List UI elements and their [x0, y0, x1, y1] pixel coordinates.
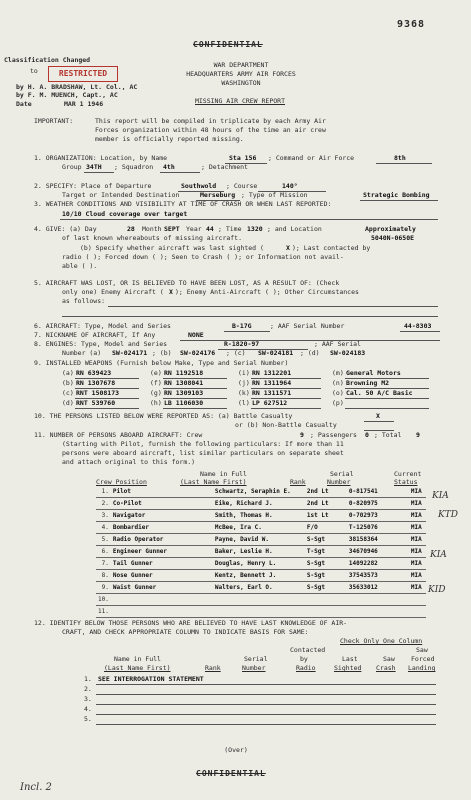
crew-serial: 0-820975 [347, 498, 409, 510]
crew-status: MIA [409, 534, 426, 546]
item-4-location-label: ; and Location [267, 225, 322, 233]
important-text-3: member is officially reported missing. [95, 135, 244, 143]
item-3-weather: 10/10 Cloud coverage over target [62, 210, 188, 218]
crew-rank [305, 594, 347, 606]
item-12-radio: Radio [296, 664, 316, 672]
crew-row-number: 4. [96, 522, 111, 534]
crew-header-status: Status [394, 478, 418, 486]
crew-status: MIA [409, 486, 426, 498]
crew-position: Navigator [111, 510, 213, 522]
crew-row [96, 582, 426, 594]
weapon-serial: RNT 539760 [76, 399, 116, 407]
item-11-d: (Starting with Pilot, furnish the following particulars: If more than 11 [62, 440, 344, 448]
item-12-b: CRAFT, AND CHECK APPROPRIATE COLUMN TO INDICATE BASIS FOR SAME: [62, 628, 309, 636]
item-12-label: 12. IDENTIFY BELOW THOSE PERSONS WHO ARE BELIEVED TO HAVE LAST KNOWLEDGE OF AIR- [34, 619, 348, 627]
item-1-detachment-label: ; Detachment [201, 163, 248, 171]
item-8-engine-d: SW-024183 [330, 349, 366, 357]
item-8-engine-c: SW-024181 [258, 349, 294, 357]
item-12-row-5-num: 5. [84, 715, 92, 723]
item-12-check-only: Check Only One Column [340, 637, 423, 645]
item-12-by: by [300, 655, 308, 663]
crew-row [96, 546, 426, 558]
item-7-label: 7. NICKNAME OF AIRCRAFT, If Any [34, 331, 156, 339]
crew-serial: 34670946 [347, 546, 409, 558]
crew-name: McBee, Ira C. [213, 522, 305, 534]
item-3-label: 3. WEATHER CONDITIONS AND VISIBILITY AT TIME OF CRASH OR WHEN LAST REPORTED: [34, 200, 332, 208]
item-12-forced: Forced [411, 655, 435, 663]
crew-name: Walters, Earl O. [213, 582, 305, 594]
crew-header-last-first: (Last Name First) [180, 478, 247, 486]
weapon-slot-label: (h) [150, 399, 162, 407]
crew-name: Smith, Thomas H. [213, 510, 305, 522]
crew-row-number: 1. [96, 486, 111, 498]
item-11-total: 9 [416, 431, 420, 439]
item-10-battle-mark: X [376, 412, 380, 420]
crew-status [409, 594, 426, 606]
weapon-slot-label: (n) [332, 379, 344, 387]
item-1-command: 8th [394, 154, 406, 162]
crew-rank: 2nd Lt [305, 486, 347, 498]
item-6-serial: 44-8303 [404, 322, 432, 330]
restricted-stamp: RESTRICTED [48, 66, 118, 82]
item-4-day: 28 [127, 225, 135, 233]
crew-row [96, 570, 426, 582]
crew-position: Bombardier [111, 522, 213, 534]
item-12-saw-2: Saw [416, 646, 428, 654]
item-2-departure: Southwold [181, 182, 217, 190]
crew-header-number: Number [327, 478, 351, 486]
item-12-landing: Landing [408, 664, 436, 672]
important-label: IMPORTANT: [34, 117, 74, 125]
crew-row-number: 2. [96, 498, 111, 510]
weapon-serial: RN 639423 [76, 369, 112, 377]
crew-row-number: 5. [96, 534, 111, 546]
crew-serial: 37543573 [347, 570, 409, 582]
weapon-slot-label: (p) [332, 399, 344, 407]
item-4-sighted-mark: X [286, 244, 290, 252]
weapon-slot-label: (g) [150, 389, 162, 397]
crew-name: Eike, Richard J. [213, 498, 305, 510]
crew-row [96, 606, 426, 618]
item-1-label: 1. ORGANIZATION: Location, by Name [34, 154, 168, 162]
item-11-crew: 9 [300, 431, 304, 439]
crew-status: MIA [409, 522, 426, 534]
item-12-row-4-num: 4. [84, 705, 92, 713]
crew-status: MIA [409, 510, 426, 522]
crew-row-number: 10. [96, 594, 111, 606]
weapon-serial: RN 1308041 [164, 379, 204, 387]
item-1-command-label: ; Command or Air Force [268, 154, 355, 162]
weapon-serial: RN 1309103 [164, 389, 204, 397]
classification-to: to [30, 67, 38, 75]
crew-status: MIA [409, 558, 426, 570]
item-11-pass-label: ; Passengers [310, 431, 357, 439]
item-5-b: only one) Enemy Aircraft ( [62, 288, 164, 296]
crew-row-number: 6. [96, 546, 111, 558]
weapon-slot-label: (k) [238, 389, 250, 397]
item-12-row-2-num: 2. [84, 685, 92, 693]
item-2-target: Merseburg [200, 191, 236, 199]
crew-position: Radio Operator [111, 534, 213, 546]
item-12-last-first: (Last Name First) [104, 664, 171, 672]
weapon-slot-label: (d) [62, 399, 74, 407]
crew-name: Baker, Leslie H. [213, 546, 305, 558]
crew-name: Kentz, Bennett J. [213, 570, 305, 582]
date-label: Date [16, 100, 32, 108]
hand-note-ktd: KTD [438, 510, 458, 520]
crew-row-number: 7. [96, 558, 111, 570]
item-4-location: Approximately [365, 225, 416, 233]
item-4-time-label: ; Time [218, 225, 242, 233]
item-10-b: or (b) Non-Battle Casualty [235, 421, 337, 429]
crew-position: Tail Gunner [111, 558, 213, 570]
crew-row [96, 522, 426, 534]
item-8-serial-label: ; AAF Serial [314, 340, 361, 348]
item-12-name-in-full: Name in Full [114, 655, 161, 663]
item-5-label: 5. AIRCRAFT WAS LOST, OR IS BELIEVED TO HAVE BEEN LOST, AS A RESULT OF: (Check [34, 279, 340, 287]
item-11-passengers: 0 [365, 431, 369, 439]
weapon-slot-label: (i) [238, 369, 250, 377]
over-label: (Over) [224, 746, 248, 754]
weapon-slot-label: (c) [62, 389, 74, 397]
important-text-2: Forces organization within 48 hours of the time an air crew [95, 126, 326, 134]
confidential-footer: CONFIDENTIAL [196, 769, 266, 778]
hand-note-kia-1: KIA [432, 491, 449, 501]
item-4-b2: ); Last contacted by [292, 244, 371, 252]
item-2-course-label: ; Course [226, 182, 258, 190]
crew-rank: F/O [305, 522, 347, 534]
item-1-squadron-label: ; Squadron [114, 163, 154, 171]
crew-row-number: 9. [96, 582, 111, 594]
item-10-label: 10. THE PERSONS LISTED BELOW WERE REPORTED AS: (a) Battle Casualty [34, 412, 293, 420]
crew-row [96, 558, 426, 570]
item-2-target-label: Target or Intended Destination [62, 191, 180, 199]
crew-position [111, 606, 213, 618]
crew-rank: 1st Lt [305, 510, 347, 522]
crew-row [96, 498, 426, 510]
item-5-d: as follows: [62, 297, 106, 305]
item-1-squadron: 4th [163, 163, 175, 171]
crew-rank: S-Sgt [305, 582, 347, 594]
item-2-mission-type: Strategic Bombing [363, 191, 430, 199]
crew-serial [347, 594, 409, 606]
item-2-label: 2. SPECIFY: Place of Departure [34, 182, 152, 190]
item-6-type: B-17G [232, 322, 252, 330]
item-8-engine-b: SW-024176 [180, 349, 216, 357]
headquarters: HEADQUARTERS ARMY AIR FORCES [186, 70, 296, 78]
crew-position [111, 594, 213, 606]
weapon-serial: RN 1192518 [164, 369, 204, 377]
weapon-serial: RN 1311571 [252, 389, 292, 397]
crew-position: Nose Gunner [111, 570, 213, 582]
weapon-serial: RN 1312201 [252, 369, 292, 377]
crew-row [96, 486, 426, 498]
department: WAR DEPARTMENT [213, 61, 269, 69]
weapon-slot-label: (m) [332, 369, 344, 377]
weapon-slot-label: (b) [62, 379, 74, 387]
item-7-nickname: NONE [188, 331, 204, 339]
crew-rank: S-Sgt [305, 534, 347, 546]
weapon-slot-label: (a) [62, 369, 74, 377]
item-2-course: 140° [282, 182, 298, 190]
item-12-saw: Saw [383, 655, 395, 663]
weapon-slot-label: (f) [150, 379, 162, 387]
changed-by-2: by F. M. MUENCH, Capt., AC [16, 91, 118, 99]
crew-rank: S-Sgt [305, 570, 347, 582]
crew-position: Co-Pilot [111, 498, 213, 510]
crew-row-number: 3. [96, 510, 111, 522]
hand-note-kid: KID [428, 585, 446, 595]
crew-row [96, 594, 426, 606]
item-12-rank: Rank [205, 664, 221, 672]
crew-header-name: Name in Full [200, 470, 247, 478]
crew-serial: 38158364 [347, 534, 409, 546]
crew-status: MIA [409, 546, 426, 558]
crew-position: Waist Gunner [111, 582, 213, 594]
date-value: MAR 1 1946 [64, 100, 104, 108]
item-1-group: 34TH [86, 163, 102, 171]
document-number: 9368 [397, 19, 426, 30]
weapon-serial: Cal. 50 A/C Basic [346, 389, 413, 397]
item-12-serial: Serial [244, 655, 268, 663]
item-12-last: Last [342, 655, 358, 663]
changed-by-1: by H. A. BRADSHAW, Lt. Col., AC [16, 83, 138, 91]
item-2-mission-label: ; Type of Mission [241, 191, 308, 199]
crew-row-number: 8. [96, 570, 111, 582]
item-11-f: and attach original to this form.) [62, 458, 196, 466]
crew-name [213, 594, 305, 606]
crew-name [213, 606, 305, 618]
item-4-coordinates: 5040N-0650E [371, 234, 415, 242]
item-8-label: 8. ENGINES: Type, Model and Series [34, 340, 168, 348]
item-6-serial-label: ; AAF Serial Number [270, 322, 345, 330]
item-4-time: 1320 [247, 225, 263, 233]
weapon-serial: RN 1311964 [252, 379, 292, 387]
item-8-engine-a: SW-024171 [112, 349, 148, 357]
item-4-year: 44 [206, 225, 214, 233]
crew-table [96, 486, 426, 618]
item-5-c: ); Enemy Anti-Aircraft ( ); Other Circumstances [175, 288, 359, 296]
item-6-label: 6. AIRCRAFT: Type, Model and Series [34, 322, 171, 330]
important-text-1: This report will be compiled in triplicate by each Army Air [95, 117, 326, 125]
crew-status: MIA [409, 498, 426, 510]
item-4-year-label: Year [186, 225, 202, 233]
confidential-header: CONFIDENTIAL [193, 40, 263, 49]
item-12-contacted: Contacted [290, 646, 326, 654]
item-11-label: 11. NUMBER OF PERSONS ABOARD AIRCRAFT: Crew [34, 431, 203, 439]
crew-row [96, 534, 426, 546]
crew-serial: 14092282 [347, 558, 409, 570]
item-5-enemy-aircraft-mark: X [169, 288, 173, 296]
item-4-month-label: Month [142, 225, 162, 233]
crew-position: Engineer Gunner [111, 546, 213, 558]
item-12-row-3-num: 3. [84, 695, 92, 703]
weapon-slot-label: (e) [150, 369, 162, 377]
weapon-serial: LP 627512 [252, 399, 288, 407]
crew-position: Pilot [111, 486, 213, 498]
item-11-e: persons were aboard aircraft, list similar particulars on separate sheet [62, 449, 344, 457]
weapon-serial: RNT 1508173 [76, 389, 120, 397]
weapon-slot-label: (o) [332, 389, 344, 397]
crew-rank [305, 606, 347, 618]
item-8-b: ; (b) [152, 349, 172, 357]
crew-serial: 0-702973 [347, 510, 409, 522]
item-12-number: Number [242, 664, 266, 672]
classification-label: Classification Changed [4, 56, 91, 64]
item-11-total-label: ; Total [374, 431, 402, 439]
item-8-number-label: Number (a) [62, 349, 102, 357]
crew-status: MIA [409, 570, 426, 582]
crew-serial: 35633012 [347, 582, 409, 594]
weapon-serial: LB 1106030 [164, 399, 204, 407]
item-12-row-1-num: 1. [84, 675, 92, 683]
item-9-label: 9. INSTALLED WEAPONS (Furnish below Make, Type and Serial Number) [34, 359, 289, 367]
crew-rank: S-Sgt [305, 558, 347, 570]
crew-name: Payne, David W. [213, 534, 305, 546]
item-8-type: R-1820-97 [224, 340, 260, 348]
crew-row [96, 510, 426, 522]
weapon-slot-label: (l) [238, 399, 250, 407]
item-12-crash: Crash [376, 664, 396, 672]
crew-row-number: 11. [96, 606, 111, 618]
item-8-c: ; (c) [226, 349, 246, 357]
hand-note-kia-2: KIA [430, 550, 447, 560]
crew-header-serial: Serial [330, 470, 354, 478]
item-12-sighted: Sighted [334, 664, 362, 672]
weapon-serial: RN 1307678 [76, 379, 116, 387]
item-12-row-1-value: SEE INTERROGATION STATEMENT [98, 675, 204, 683]
weapon-serial: General Motors [346, 369, 401, 377]
crew-rank: 2nd Lt [305, 498, 347, 510]
item-8-d: ; (d) [300, 349, 320, 357]
item-4-month: SEPT [164, 225, 180, 233]
item-4-label: 4. GIVE: (a) Day [34, 225, 97, 233]
item-4-desc: of last known whereabouts of missing aircraft. [62, 234, 243, 242]
item-4-d: able ( ). [62, 262, 98, 270]
item-1-location: Sta 156 [229, 154, 257, 162]
report-title: MISSING AIR CREW REPORT [194, 97, 285, 105]
crew-header-rank: Rank [290, 478, 306, 486]
item-4-b: (b) Specify whether aircraft was last sighted ( [80, 244, 264, 252]
crew-name: Douglas, Henry L. [213, 558, 305, 570]
crew-serial [347, 606, 409, 618]
crew-status [409, 606, 426, 618]
crew-serial: T-125076 [347, 522, 409, 534]
inclosure-note: Incl. 2 [20, 782, 52, 793]
crew-status: MIA [409, 582, 426, 594]
weapon-serial: Browning M2 [346, 379, 390, 387]
city: WASHINGTON [221, 79, 261, 87]
crew-name: Schwartz, Seraphin E. [213, 486, 305, 498]
item-4-c: radio ( ); Forced down ( ); Seen to Crash ( ); or Information not avail- [62, 253, 344, 261]
weapon-slot-label: (j) [238, 379, 250, 387]
crew-rank: T-Sgt [305, 546, 347, 558]
item-1-group-label: Group [62, 163, 82, 171]
crew-header-current: Current [394, 470, 422, 478]
crew-serial: 0-817541 [347, 486, 409, 498]
crew-header-position: Crew Position [96, 478, 147, 486]
